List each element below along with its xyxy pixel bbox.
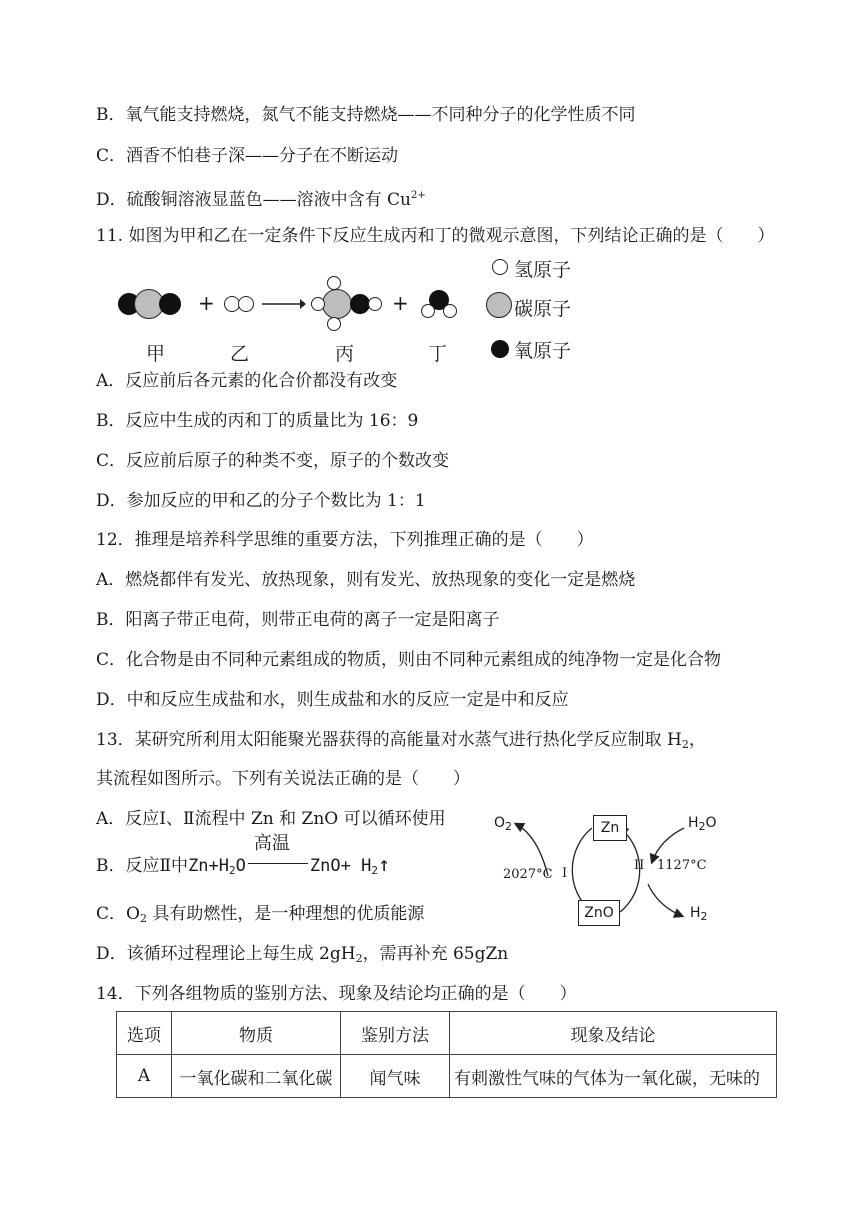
- equation-left: [188, 856, 246, 876]
- q13-option-a: A．反应Ⅰ、Ⅱ流程中 Zn 和 ZnO 可以循环使用: [96, 809, 446, 829]
- eq-left-sub: 2: [229, 864, 236, 877]
- oxygen-atom: [159, 293, 181, 315]
- q12-option-b: B．阳离子带正电荷，则带正电荷的离子一定是阳离子: [96, 610, 500, 630]
- equation-right: [309, 852, 390, 877]
- header-substance: 物质: [172, 1012, 341, 1055]
- header-method: 鉴别方法: [341, 1012, 450, 1055]
- q13-stem-text: 13．某研究所利用太阳能聚光器获得的高能量对水蒸气进行热化学反应制取 H: [96, 730, 682, 750]
- temp-1127: 1127°C: [657, 858, 707, 873]
- label-yi: 乙: [230, 343, 250, 365]
- reaction-ii-label: II: [634, 858, 645, 873]
- oxygen-atom: [350, 294, 370, 314]
- q13-option-c-b: 具有助燃性，是一种理想的优质能源: [146, 904, 425, 924]
- q12-option-d: D．中和反应生成盐和水，则生成盐和水的反应一定是中和反应: [96, 690, 569, 710]
- q13-option-d-sub: 2: [355, 952, 363, 965]
- cell-substance: 一氧化碳和二氧化碳: [172, 1055, 341, 1098]
- eq-right-sub: 2: [371, 864, 378, 877]
- h2-label: [690, 905, 708, 923]
- eq-condition-text: 高温: [253, 833, 290, 854]
- q13-stem-sub: 2: [681, 738, 689, 751]
- o2-label: [494, 815, 512, 833]
- h2o-text: H: [688, 815, 699, 831]
- plus-sign: +: [392, 291, 409, 315]
- plus-sign: +: [198, 291, 215, 315]
- q13-option-d-a: D．该循环过程理论上每生成 2gH: [96, 944, 356, 964]
- q10-option-c: C．酒香不怕巷子深——分子在不断运动: [96, 146, 399, 166]
- header-phenomenon: 现象及结论: [450, 1012, 777, 1055]
- label-ding: 丁: [428, 343, 448, 365]
- equals-line: [248, 863, 308, 864]
- hydrogen-atom: [311, 297, 325, 311]
- q12-option-a: A．燃烧都伴有发光、放热现象，则有发光、放热现象的变化一定是燃烧: [96, 570, 636, 590]
- q12-stem: 12．推理是培养科学思维的重要方法，下列推理正确的是（ ）: [96, 530, 594, 550]
- label-jia: 甲: [146, 343, 166, 365]
- q13-stem-line1: [96, 729, 706, 756]
- legend-carbon: 碳原子: [514, 298, 572, 320]
- q13-option-c-a: C．O: [96, 904, 140, 924]
- h2o-sub: 2: [698, 820, 706, 833]
- q11-option-d: D．参加反应的甲和乙的分子个数比为 1：1: [96, 491, 426, 511]
- q14-table: [116, 1011, 777, 1098]
- hydrogen-atom: [443, 304, 457, 318]
- cell-method: 闻气味: [341, 1055, 450, 1098]
- h2o-arrow: [652, 828, 684, 862]
- q10-option-b: B．氧气能支持燃烧，氮气不能支持燃烧——不同种分子的化学性质不同: [96, 105, 636, 125]
- h2o-end: O: [705, 815, 717, 831]
- header-option: 选项: [117, 1012, 172, 1055]
- carbon-atom: [322, 289, 352, 319]
- table-header-row: [117, 1012, 777, 1055]
- zno-box: ZnO: [578, 900, 620, 926]
- reaction-i-label: I: [562, 866, 568, 881]
- o2-text: O: [494, 815, 506, 831]
- eq-left-end: O: [235, 856, 246, 876]
- q13-stem-end: ，: [688, 730, 706, 750]
- hydrogen-legend-icon: [492, 259, 508, 275]
- carbon-legend-icon: [486, 292, 512, 318]
- hydrogen-atom: [327, 317, 341, 331]
- q13-option-b: [96, 833, 390, 882]
- q13-option-c: [96, 903, 424, 930]
- q10-option-d: [96, 185, 426, 211]
- hydrogen-atom: [327, 276, 341, 290]
- eq-right-text: ZnO+ H: [309, 856, 372, 876]
- q12-option-c: C．化合物是由不同种元素组成的物质，则由不同种元素组成的纯净物一定是化合物: [96, 650, 722, 670]
- q13-option-d-b: ，需再补充 65gZn: [362, 944, 509, 964]
- h2o-label: [688, 815, 717, 833]
- q13-option-b-prefix: B．反应Ⅱ中: [96, 856, 189, 876]
- oxygen-legend-icon: [491, 340, 509, 358]
- o2-sub: 2: [505, 820, 513, 833]
- cell-option: A: [117, 1055, 172, 1098]
- h2-text: H: [690, 905, 701, 921]
- q14-stem: 14．下列各组物质的鉴别方法、现象及结论均正确的是（ ）: [96, 984, 577, 1004]
- q13-stem-line2: 其流程如图所示。下列有关说法正确的是（ ）: [96, 769, 470, 789]
- hydrogen-atom: [238, 296, 254, 312]
- q11-stem: 11. 如图为甲和乙在一定条件下反应生成丙和丁的微观示意图，下列结论正确的是（ ）: [96, 226, 775, 246]
- hydrogen-atom: [368, 297, 382, 311]
- label-bing: 丙: [335, 343, 355, 365]
- temp-2027: 2027°C: [503, 867, 553, 882]
- q13-option-c-sub: 2: [139, 912, 147, 925]
- legend-hydrogen: 氢原子: [514, 259, 572, 281]
- hydrogen-atom: [421, 304, 435, 318]
- h2-sub: 2: [700, 910, 708, 923]
- cell-phenomenon: 有刺激性气味的气体为一氧化碳，无味的: [450, 1055, 777, 1098]
- q11-option-c: C．反应前后原子的种类不变，原子的个数改变: [96, 451, 450, 471]
- h2-arrow: [648, 884, 682, 916]
- table-row: [117, 1055, 777, 1098]
- reaction-arrow-icon: [262, 296, 306, 312]
- legend-oxygen: 氧原子: [514, 340, 572, 362]
- q10-option-d-charge: 2+: [411, 190, 426, 201]
- q13-option-d: [96, 943, 508, 970]
- equation-condition: [246, 833, 310, 875]
- gas-arrow-icon: ↑: [377, 852, 390, 876]
- q11-option-a: A．反应前后各元素的化合价都没有改变: [96, 371, 398, 391]
- eq-left-text: Zn+H: [188, 856, 230, 876]
- q10-option-d-text: D．硫酸铜溶液显蓝色——溶液中含有 Cu: [96, 190, 411, 210]
- q11-option-b: B．反应中生成的丙和丁的质量比为 16：9: [96, 411, 419, 431]
- zn-box: Zn: [593, 815, 627, 841]
